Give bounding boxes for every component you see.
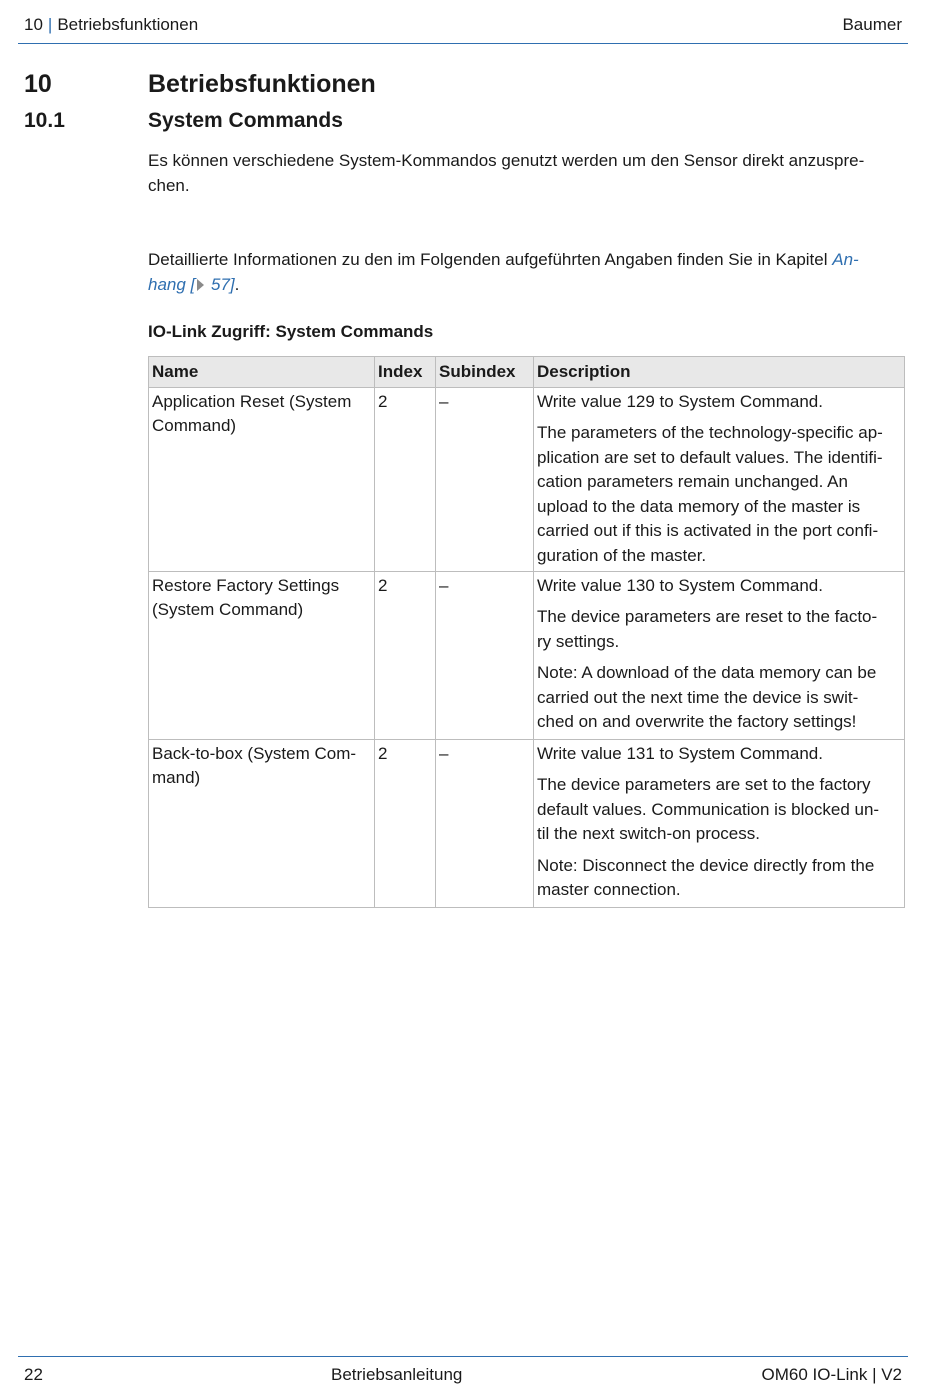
reference-line-2 <box>148 272 900 297</box>
description-paragraph <box>537 742 901 767</box>
description-line: ched on and overwrite the factory settings! <box>537 712 857 731</box>
description-line: guration of the master. <box>537 545 707 565</box>
description-paragraph <box>537 661 901 735</box>
subsection-number: 10.1 <box>24 109 65 132</box>
description-paragraph <box>537 773 901 847</box>
description-line: upload to the data memory of the master is <box>537 496 861 516</box>
reference-end: . <box>234 275 240 294</box>
cell-name <box>149 571 375 739</box>
section-number: 10 <box>24 70 52 98</box>
subsection-title: System Commands <box>148 109 343 132</box>
page-arrow-icon <box>197 279 204 291</box>
cell-name <box>149 739 375 907</box>
description-line: carried out the next time the device is swit- <box>537 687 859 707</box>
description-line: Write value 129 to System Command. <box>537 391 823 411</box>
description-line: Write value 130 to System Command. <box>537 575 823 595</box>
intro-paragraph <box>148 148 900 198</box>
table-row <box>149 387 905 571</box>
page-footer <box>18 1356 908 1388</box>
cell-subindex: – <box>436 739 534 907</box>
description-line: The device parameters are reset to the facto- <box>537 607 878 626</box>
column-header-index: Index <box>375 357 436 388</box>
page-number: 22 <box>24 1365 43 1384</box>
header-separator: | <box>47 15 53 34</box>
name-line: Restore Factory Settings <box>152 575 340 595</box>
header-chapter <box>24 15 198 35</box>
chapter-link[interactable]: An- <box>832 250 859 269</box>
cell-description <box>534 387 905 571</box>
description-line: The parameters of the technology-specific ap- <box>537 423 883 442</box>
reference-line-1 <box>148 247 900 272</box>
name-line: Back-to-box (System Com- <box>152 743 357 763</box>
cell-description <box>534 571 905 739</box>
cell-description <box>534 739 905 907</box>
description-line: default values. Communication is blocked un- <box>537 799 880 819</box>
cell-name <box>149 387 375 571</box>
header-brand: Baumer <box>842 15 902 34</box>
description-line: plication are set to default values. The identifi- <box>537 447 883 467</box>
intro-line: Es können verschiedene System-Kommandos genutzt werden um den Sensor direkt anzuspre- <box>148 151 865 170</box>
description-line: Note: Disconnect the device directly from the <box>537 855 875 875</box>
header-chapter-title: Betriebsfunktionen <box>57 15 199 34</box>
section-title: Betriebsfunktionen <box>148 70 376 98</box>
description-paragraph <box>537 574 901 599</box>
table-row <box>149 739 905 907</box>
name-line: Command) <box>152 416 237 435</box>
reference-text: Detaillierte Informationen zu den im Folgenden aufgeführten Angaben finden Sie in Kapitel <box>148 250 833 269</box>
document-type: Betriebsanleitung <box>331 1365 463 1384</box>
chapter-link-page[interactable]: 57] <box>206 275 235 294</box>
cell-subindex: – <box>436 387 534 571</box>
description-line: master connection. <box>537 880 681 899</box>
table-header-row <box>149 357 905 388</box>
table-caption: IO-Link Zugriff: System Commands <box>148 322 434 341</box>
reference-paragraph <box>148 247 900 297</box>
description-paragraph <box>537 421 901 568</box>
chapter-link-continued[interactable]: hang [ <box>148 275 196 294</box>
cell-subindex: – <box>436 571 534 739</box>
description-line: carried out if this is activated in the port confi- <box>537 521 879 540</box>
description-paragraph <box>537 390 901 415</box>
intro-line: chen. <box>148 176 190 195</box>
column-header-description: Description <box>534 357 905 388</box>
cell-index: 2 <box>375 387 436 571</box>
description-line: cation parameters remain unchanged. An <box>537 472 848 491</box>
description-line: Write value 131 to System Command. <box>537 743 823 763</box>
table-row <box>149 571 905 739</box>
description-line: The device parameters are set to the factory <box>537 775 871 794</box>
name-line: mand) <box>152 768 201 787</box>
description-paragraph <box>537 605 901 654</box>
name-line: Application Reset (System <box>152 391 352 411</box>
description-paragraph <box>537 854 901 903</box>
description-line: til the next switch-on process. <box>537 824 760 843</box>
description-line: Note: A download of the data memory can be <box>537 663 877 682</box>
product-version: OM60 IO-Link | V2 <box>761 1365 902 1384</box>
page-header <box>18 0 908 44</box>
system-commands-table <box>148 356 905 908</box>
cell-index: 2 <box>375 739 436 907</box>
cell-index: 2 <box>375 571 436 739</box>
column-header-name: Name <box>149 357 375 388</box>
column-header-subindex: Subindex <box>436 357 534 388</box>
header-chapter-number: 10 <box>24 15 43 34</box>
name-line: (System Command) <box>152 600 304 619</box>
description-line: ry settings. <box>537 631 620 651</box>
